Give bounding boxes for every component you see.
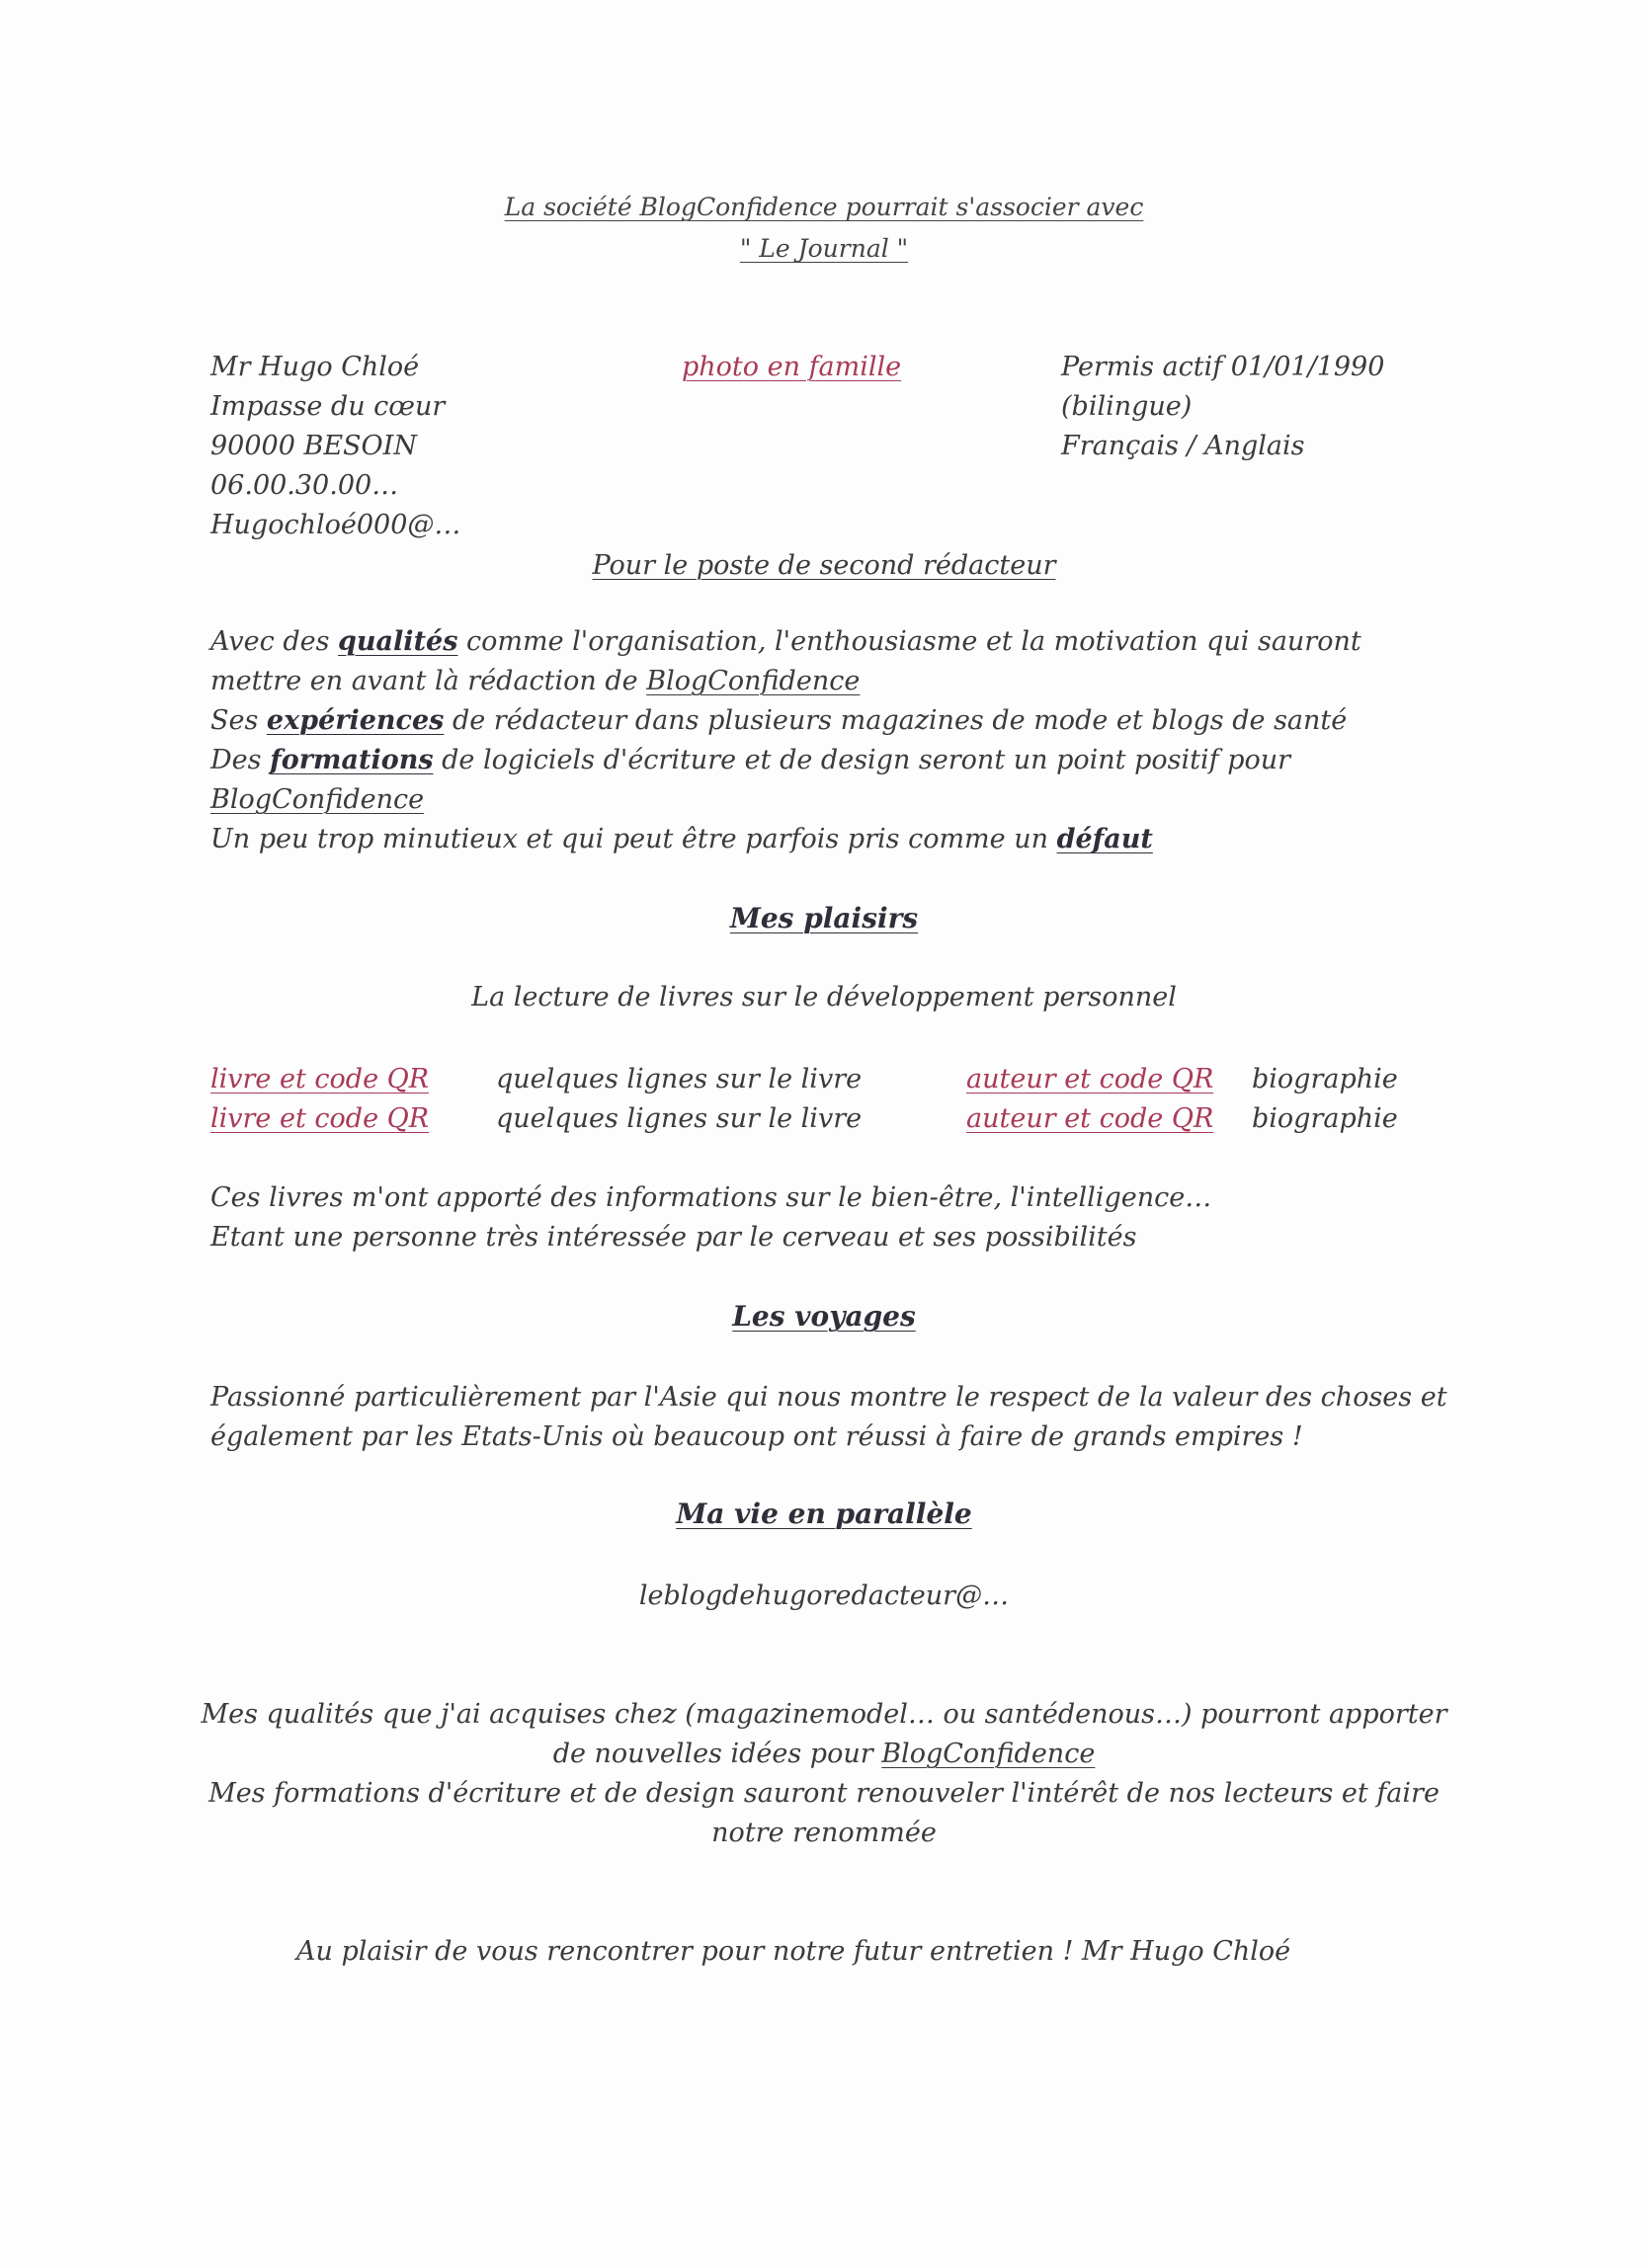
intro-text: Ses	[210, 705, 267, 736]
header-line-2: " Le Journal "	[739, 234, 909, 263]
intro-line-3	[210, 701, 1361, 741]
intro-text: comme l'organisation, l'enthousiasme et la motivation qui sauront	[457, 626, 1361, 657]
voyages-line-1: Passionné particulièrement par l'Asie qui nous montre le respect de la valeur des choses et	[210, 1382, 1447, 1413]
intro-line-6	[210, 820, 1361, 859]
keyword-defaut: défaut	[1056, 824, 1153, 854]
intro-text: mettre en avant là rédaction de	[210, 666, 647, 696]
plaisirs-subtitle: La lecture de livres sur le développement personnel	[471, 982, 1177, 1012]
permit-line-1: Permis actif 01/01/1990	[1061, 352, 1385, 382]
contact-phone: 06.00.30.00…	[210, 470, 399, 501]
closing-line-3: Mes formations d'écriture et de design sauront renouveler l'intérêt de nos lecteurs et faire	[208, 1778, 1440, 1809]
header-line-1: La société BlogConfidence pourrait s'associer avec	[504, 193, 1144, 221]
closing-line-4: notre renommée	[711, 1818, 937, 1848]
plaisirs-title: Mes plaisirs	[729, 902, 919, 934]
voyages-paragraph	[210, 1378, 1447, 1457]
author-qr-2: auteur et code QR	[966, 1103, 1214, 1134]
plaisirs-line-1: Ces livres m'ont apporté des informations sur le bien-être, l'intelligence…	[210, 1182, 1212, 1213]
blogconfidence-link: BlogConfidence	[881, 1739, 1096, 1769]
author-qr-1: auteur et code QR	[966, 1064, 1214, 1094]
blogconfidence-link: BlogConfidence	[646, 666, 861, 696]
book-qr-2: livre et code QR	[210, 1103, 430, 1134]
intro-text: de rédacteur dans plusieurs magazines de mode et blogs de santé	[444, 705, 1348, 736]
book-desc-1: quelques lignes sur le livre	[496, 1064, 863, 1094]
keyword-qualites: qualités	[338, 626, 458, 657]
closing-paragraph	[0, 1695, 1648, 1853]
closing-text: de nouvelles idées pour	[552, 1739, 882, 1769]
intro-paragraph	[210, 622, 1361, 859]
voyages-title: Les voyages	[732, 1300, 916, 1333]
closing-line-1: Mes qualités que j'ai acquises chez (magazinemodel… ou santédenous…) pourront apporter	[201, 1699, 1447, 1730]
intro-text: Un peu trop minutieux et qui peut être parfois pris comme un	[210, 824, 1057, 854]
permit-block	[1061, 348, 1384, 466]
intro-line-5	[210, 780, 1361, 820]
contact-name: Mr Hugo Chloé	[210, 352, 420, 382]
photo-label: photo en famille	[682, 352, 902, 382]
plaisirs-paragraph	[210, 1178, 1211, 1257]
contact-street: Impasse du cœur	[210, 391, 446, 422]
keyword-formations: formations	[270, 745, 434, 775]
keyword-experiences: expériences	[266, 705, 445, 736]
permit-line-3: Français / Anglais	[1061, 431, 1305, 461]
intro-line-1	[210, 622, 1361, 662]
intro-text: de logiciels d'écriture et de design seront un point positif pour	[433, 745, 1291, 775]
blogconfidence-link: BlogConfidence	[210, 784, 425, 815]
intro-line-2	[210, 662, 1361, 701]
poste-title: Pour le poste de second rédacteur	[592, 550, 1056, 581]
signoff: Au plaisir de vous rencontrer pour notre futur entretien ! Mr Hugo Chloé	[296, 1936, 1291, 1967]
book-desc-2: quelques lignes sur le livre	[496, 1103, 863, 1134]
contact-block	[210, 348, 460, 545]
blog-address: leblogdehugoredacteur@…	[638, 1580, 1010, 1611]
bio-2: biographie	[1252, 1103, 1398, 1134]
voyages-line-2: également par les Etats-Unis où beaucoup ont réussi à faire de grands empires !	[210, 1421, 1303, 1452]
plaisirs-line-2: Etant une personne très intéressée par le cerveau et ses possibilités	[210, 1222, 1137, 1253]
intro-text: Avec des	[210, 626, 339, 657]
closing-line-2	[0, 1735, 1648, 1774]
contact-email: Hugochloé000@…	[210, 510, 461, 540]
book-qr-1: livre et code QR	[210, 1064, 430, 1094]
contact-city: 90000 BESOIN	[210, 431, 417, 461]
intro-line-4	[210, 741, 1361, 780]
parallele-title: Ma vie en parallèle	[676, 1498, 972, 1530]
permit-line-2: (bilingue)	[1061, 391, 1193, 422]
intro-text: Des	[210, 745, 271, 775]
bio-1: biographie	[1252, 1064, 1398, 1094]
